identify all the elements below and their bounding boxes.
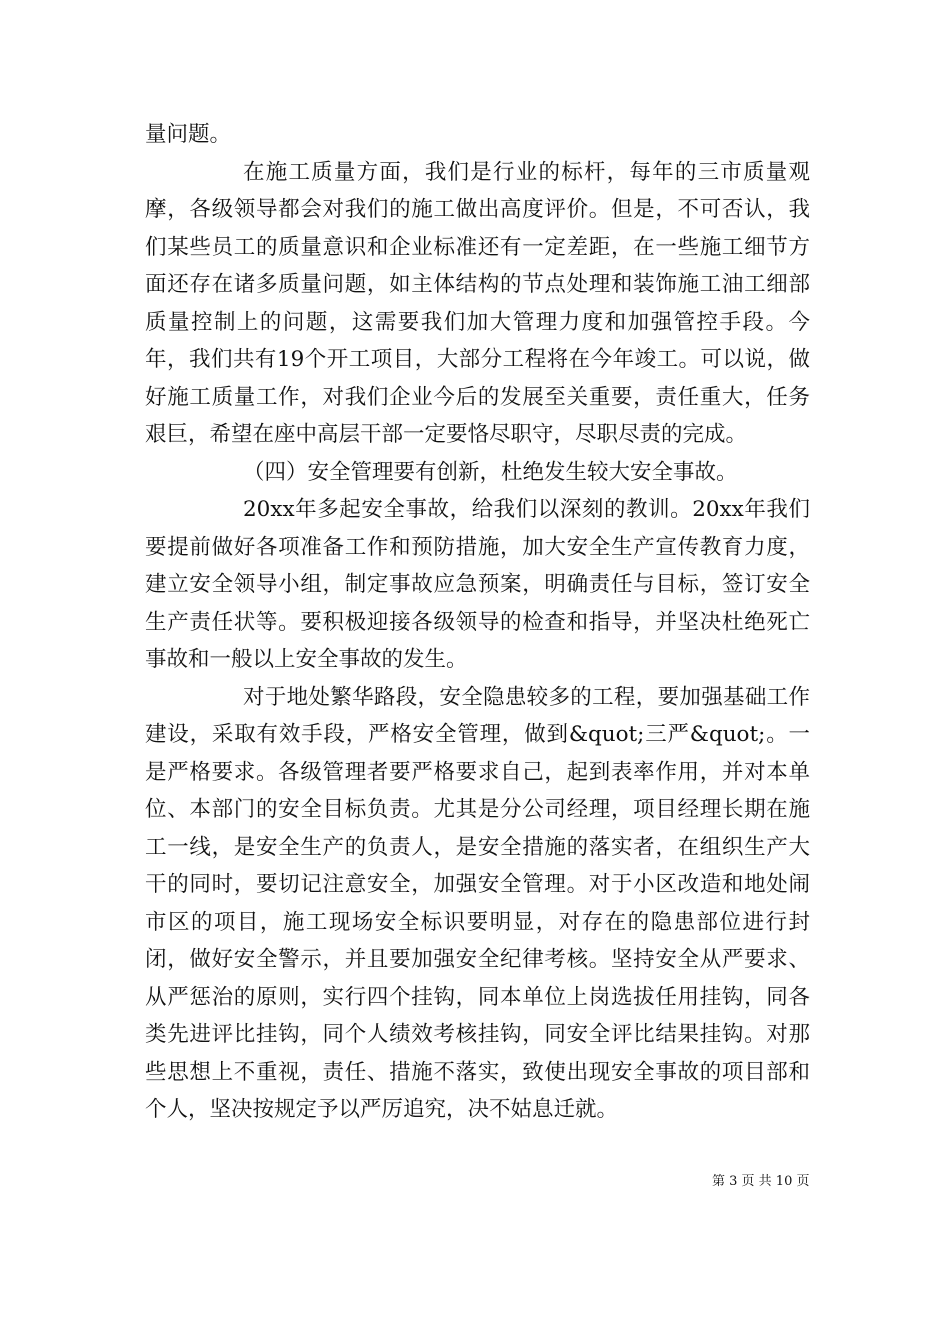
section-heading-safety: （四）安全管理要有创新，杜绝发生较大安全事故。 xyxy=(243,459,738,485)
paragraph-safety-management: 对于地处繁华路段，安全隐患较多的工程，要加强基础工作建设，采取有效手段，严格安全管理，做到&quot;三严&quot;。一是严格要求。各级管理者要严格要求自己，起到表率作用，并对本单位、本部门的安全目标负责。尤其是分公司经理，项目经理长期在施工一线，是安全生产的负责人，是安全措施的落实者，在组织生产大干的同时，要切记注意安全，加强安全管理。对于小区改造和地处闹市区的项目，施工现场安全标识要明显，对存在的隐患部位进行封闭，做好安全警示，并且要加强安全纪律考核。坚持安全从严要求、从严惩治的原则，实行四个挂钩，同本单位上岗选拔任用挂钩，同各类先进评比挂钩，同个人绩效考核挂钩，同安全评比结果挂钩。对那些思想上不重视，责任、措施不落实，致使出现安全事故的项目部和个人，坚决按规定予以严厉追究，决不姑息迁就。 xyxy=(145,684,810,1122)
body-text xyxy=(145,116,810,1129)
page-number: 第 3 页 共 10 页 xyxy=(712,1174,810,1189)
paragraph-construction-quality: 在施工质量方面，我们是行业的标杆，每年的三市质量观摩，各级领导都会对我们的施工做出高度评价。但是，不可否认，我们某些员工的质量意识和企业标准还有一定差距，在一些施工细节方面还存在诸多质量问题，如主体结构的节点处理和装饰施工油工细部质量控制上的问题，这需要我们加大管理力度和加强管控手段。今年，我们共有19个开工项目，大部分工程将在今年竣工。可以说，做好施工质量工作，对我们企业今后的发展至关重要，责任重大，任务艰巨，希望在座中高层干部一定要恪尽职守，尽职尽责的完成。 xyxy=(145,159,810,447)
paragraph-continuation: 量问题。 xyxy=(145,122,232,147)
paragraph-safety-lessons: 20xx年多起安全事故，给我们以深刻的教训。20xx年我们要提前做好各项准备工作和预防措施，加大安全生产宣传教育力度，建立安全领导小组，制定事故应急预案，明确责任与目标，签订安全生产责任状等。要积极迎接各级领导的检查和指导，并坚决杜绝死亡事故和一般以上安全事故的发生。 xyxy=(145,497,810,672)
